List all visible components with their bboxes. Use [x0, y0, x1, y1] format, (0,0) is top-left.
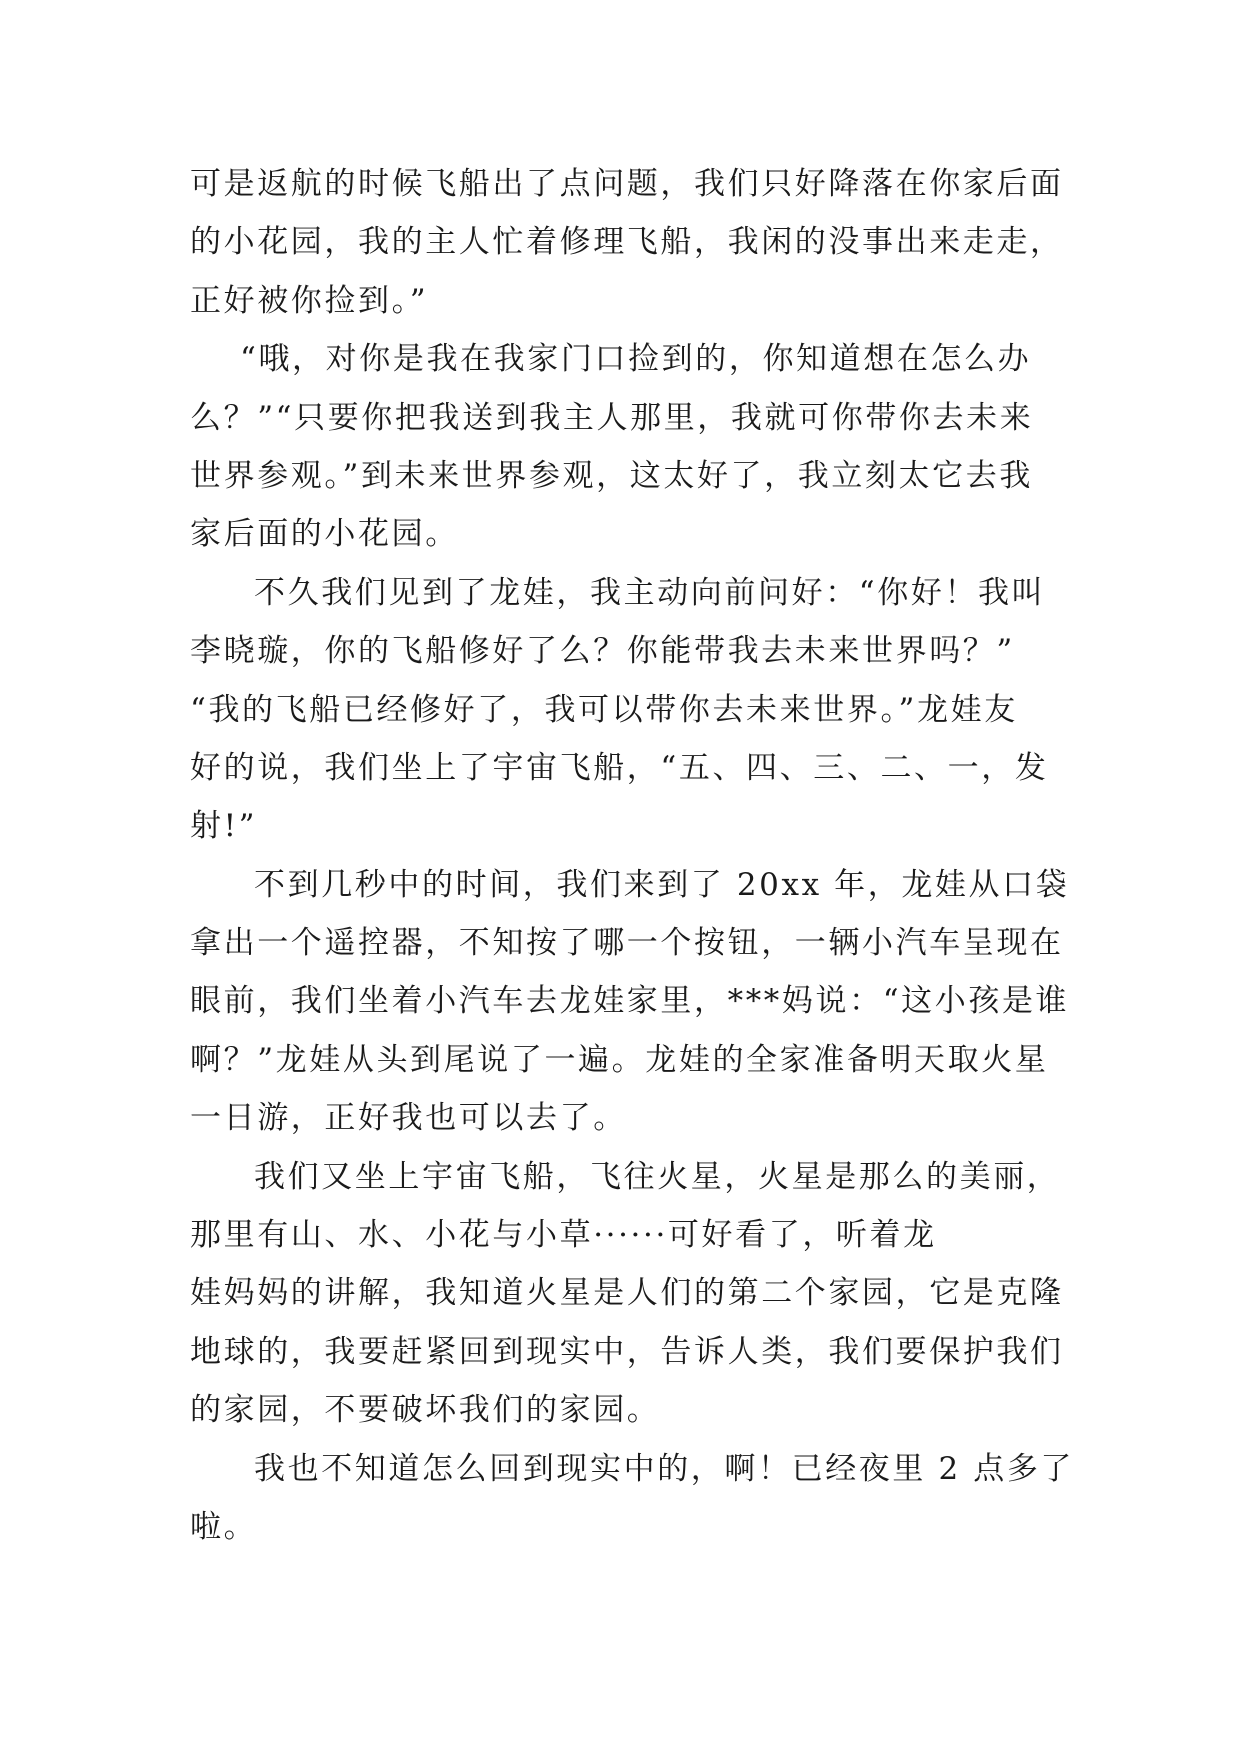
text-line: 射!”: [190, 808, 258, 845]
text-line: 眼前，我们坐着小汽车去龙娃家里，***妈说：“这小孩是谁: [190, 983, 1070, 1020]
text-line: 那里有山、水、小花与小草······可好看了，听着龙: [190, 1217, 937, 1254]
paragraph-start-line: 不久我们见到了龙娃，我主动向前问好：“你好！我叫: [254, 574, 1046, 611]
text-line: 好的说，我们坐上了宇宙飞船，“五、四、三、二、一，发: [190, 749, 1049, 786]
paragraph-start-line: 我们又坐上宇宙飞船，飞往火星，火星是那么的美丽，: [254, 1158, 1061, 1195]
text-line: 一日游，正好我也可以去了。: [190, 1100, 627, 1137]
paragraph-start-line: “哦，对你是我在我家门口捡到的，你知道想在怎么办: [240, 341, 1032, 378]
text-line: 世界参观。”到未来世界参观，这太好了，我立刻太它去我: [190, 457, 1033, 494]
text-line: 啊？”龙娃从头到尾说了一遍。龙娃的全家准备明天取火星: [190, 1041, 1049, 1078]
text-line: 正好被你捡到。”: [190, 282, 429, 319]
text-line: 地球的，我要赶紧回到现实中，告诉人类，我们要保护我们: [190, 1333, 1064, 1370]
paragraph-start-line: 我也不知道怎么回到现实中的，啊！已经夜里 2 点多了: [254, 1450, 1075, 1487]
text-line: 可是返航的时候飞船出了点问题，我们只好降落在你家后面: [190, 166, 1064, 202]
text-line: 家后面的小花园。: [190, 516, 459, 553]
text-line: 么？”“只要你把我送到我主人那里，我就可你带你去未来: [190, 399, 1034, 436]
text-line: 李晓璇，你的飞船修好了么？你能带我去未来世界吗？”: [190, 633, 1015, 670]
paragraph-start-line: 不到几秒中的时间，我们来到了 20xx 年，龙娃从口袋: [254, 866, 1070, 903]
text-line: 拿出一个遥控器，不知按了哪一个按钮，一辆小汽车呈现在: [190, 925, 1064, 962]
text-line: 啦。: [190, 1508, 258, 1545]
text-line: 的家园，不要破坏我们的家园。: [190, 1392, 661, 1429]
text-line: 的小花园，我的主人忙着修理飞船，我闲的没事出来走走，: [190, 224, 1064, 261]
text-line: 娃妈妈的讲解，我知道火星是人们的第二个家园，它是克隆: [190, 1275, 1064, 1312]
text-line: “我的飞船已经修好了，我可以带你去未来世界。”龙娃友: [190, 691, 1018, 728]
body-text: [190, 155, 1075, 1556]
